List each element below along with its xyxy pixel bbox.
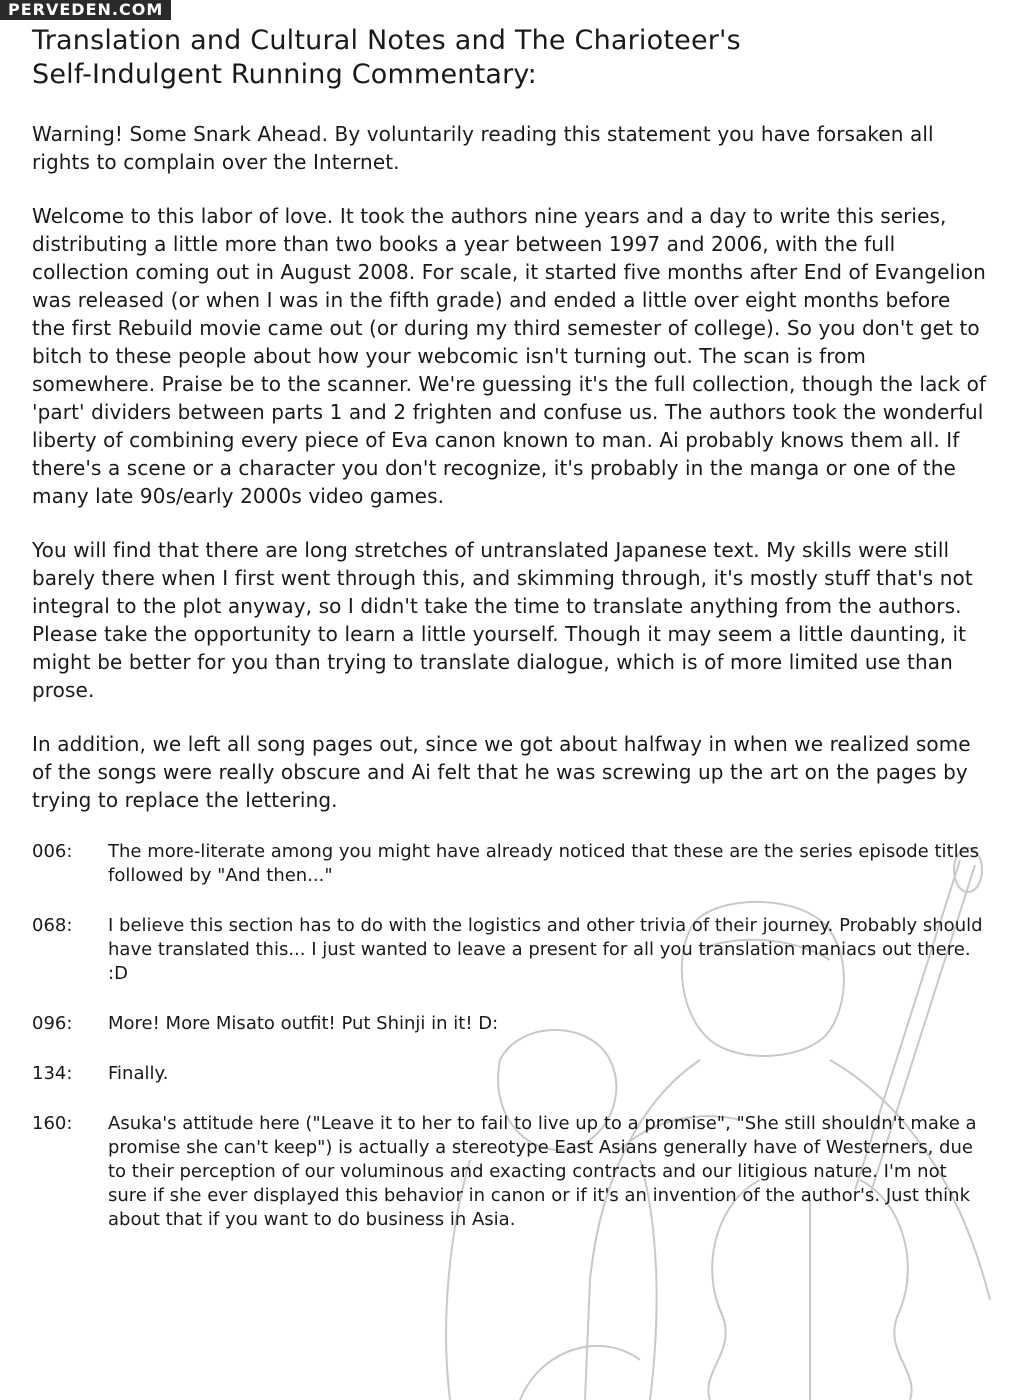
- note-item: [32, 840, 987, 888]
- title-line-1: Translation and Cultural Notes and The Charioteer's: [32, 25, 741, 56]
- note-item: [32, 1062, 987, 1086]
- warning-paragraph: Warning! Some Snark Ahead. By voluntarily reading this statement you have forsaken all rights to complain over the Internet.: [32, 122, 934, 174]
- note-page-number: 068:: [32, 915, 73, 936]
- note-text: The more-literate among you might have already noticed that these are the series episode titles followed by "And then...": [108, 841, 980, 886]
- note-text: More! More Misato outfit! Put Shinji in it! D:: [108, 1013, 499, 1034]
- welcome-paragraph: Welcome to this labor of love. It took the authors nine years and a day to write this series, distributing a little more than two books a year between 1997 and 2006, with the full collection coming out in August 2008. For scale, it started five months after End of Evangelion was released (or when I was in the fifth grade) and ended a little over eight months before the first Rebuild movie came out (or during my third semester of college). So you don't get to bitch to these people about how your webcomic isn't turning out. The scan is from somewhere. Praise be to the scanner. We're guessing it's the full collection, though the lack of 'part' dividers between parts 1 and 2 frighten and confuse us. The authors took the wonderful liberty of combining every piece of Eva canon known to man. Ai probably knows them all. If there's a scene or a character you don't recognize, it's probably in the manga or one of the many late 90s/early 2000s video games.: [32, 204, 987, 508]
- page-notes-list: [32, 840, 987, 1232]
- untranslated-paragraph: You will find that there are long stretches of untranslated Japanese text. My skills were still barely there when I first went through this, and skimming through, it's mostly stuff that's not integral to the plot anyway, so I didn't take the time to translate anything from the authors. Please take the opportunity to learn a little yourself. Though it may seem a little daunting, it might be better for you than trying to translate dialogue, which is of more limited use than prose.: [32, 538, 973, 702]
- note-text: Asuka's attitude here ("Leave it to her to fail to live up to a promise", "She still shouldn't make a promise she can't keep") is actually a stereotype East Asians generally have of Westerners, due to their perception of our voluminous and exacting contracts and our litigious nature. I'm not sure if she ever displayed this behavior in canon or if it's an invention of the author's. Just think about that if you want to do business in Asia.: [108, 1113, 977, 1230]
- page-title: [32, 24, 987, 92]
- watermark: PERVEDEN.COM: [0, 0, 171, 20]
- notes-page: [32, 24, 987, 1258]
- note-item: [32, 914, 987, 986]
- note-text: I believe this section has to do with the logistics and other trivia of their journey. Probably should have translated this... I just wanted to leave a present for all you translation maniacs out there. :D: [108, 915, 983, 984]
- note-item: [32, 1012, 987, 1036]
- note-item: [32, 1112, 987, 1232]
- song-pages-paragraph: In addition, we left all song pages out, since we got about halfway in when we realized some of the songs were really obscure and Ai felt that he was screwing up the art on the pages by trying to replace the lettering.: [32, 732, 971, 812]
- note-page-number: 096:: [32, 1013, 73, 1034]
- note-text: Finally.: [108, 1063, 169, 1084]
- title-line-2: Self-Indulgent Running Commentary:: [32, 59, 537, 90]
- note-page-number: 160:: [32, 1113, 73, 1134]
- note-page-number: 134:: [32, 1063, 73, 1084]
- note-page-number: 006:: [32, 841, 73, 862]
